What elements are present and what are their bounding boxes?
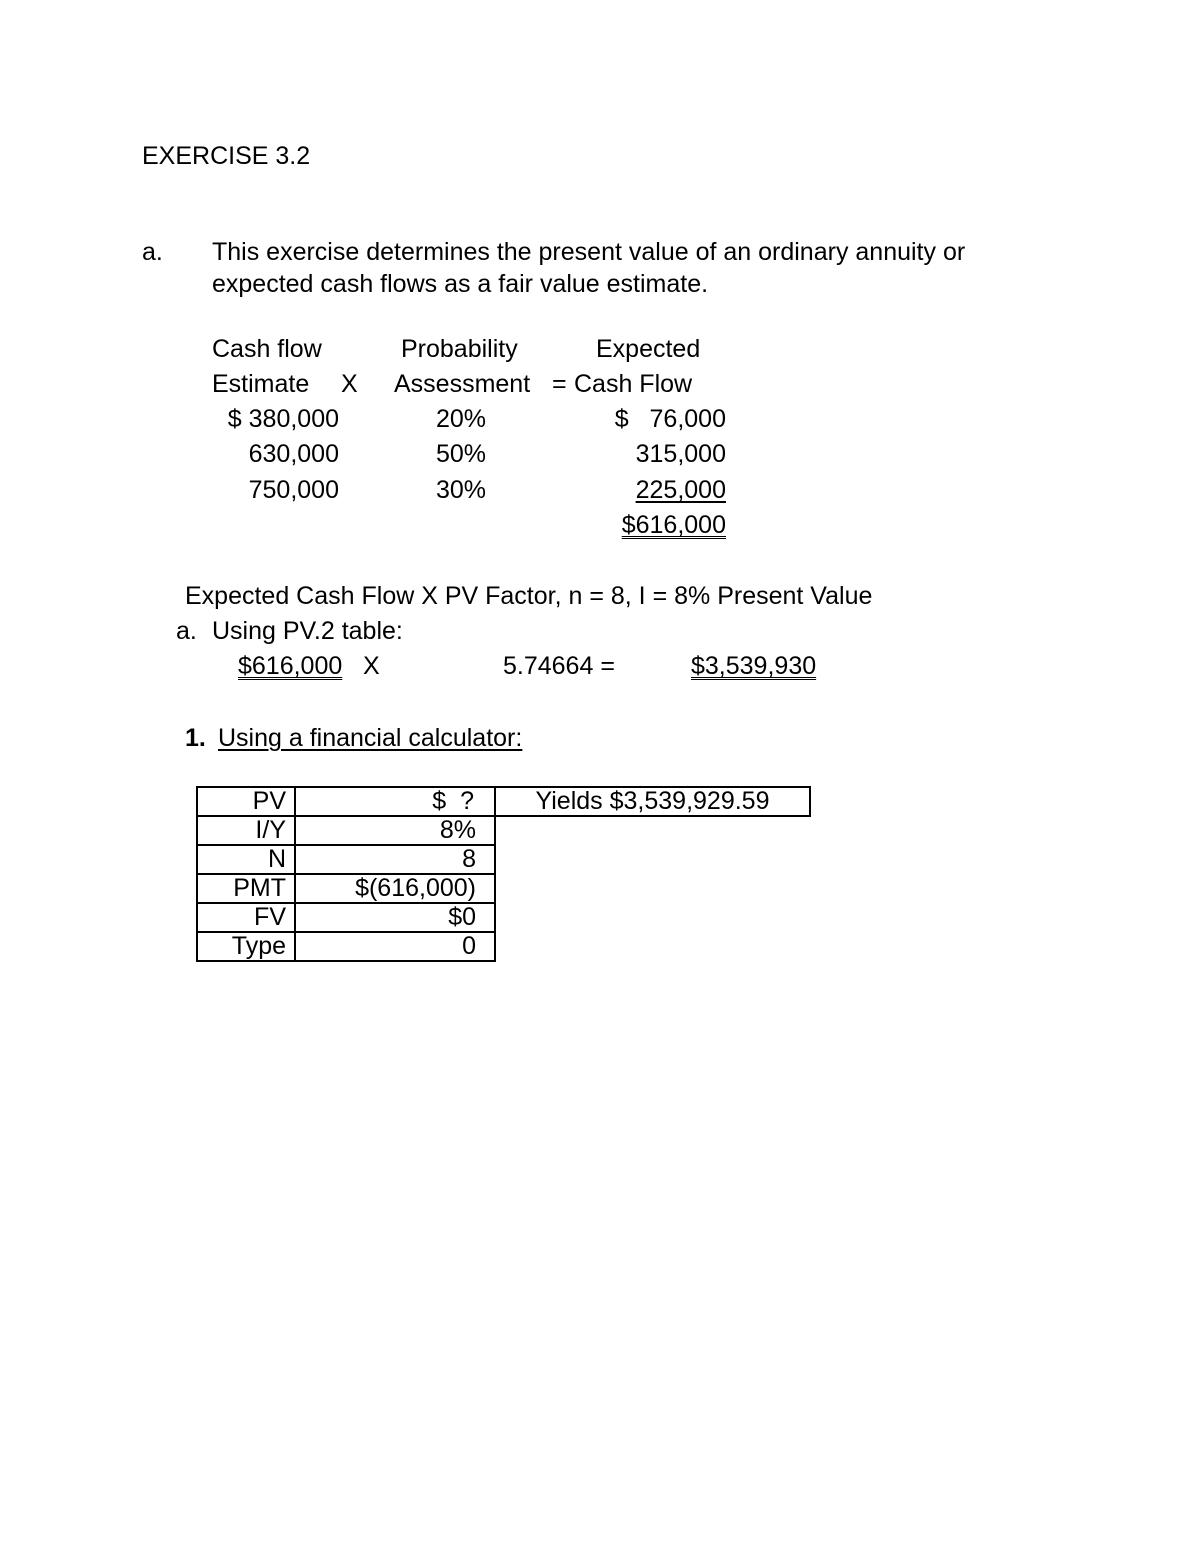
pv-using-table: Using PV.2 table: (212, 617, 403, 645)
pv-result-wrap (691, 654, 816, 679)
header-times-operator: X (341, 370, 358, 398)
header-row-2-underline (212, 372, 706, 398)
row-1-estimate: $ 380,000 (227, 405, 339, 433)
table-row (197, 932, 810, 961)
table-row (197, 845, 810, 874)
part-a-label: a. (142, 238, 163, 266)
calc-key-type: Type (197, 932, 295, 961)
header-cash-flow: Cash flow (212, 335, 322, 363)
row-3-probability: 30% (435, 476, 487, 504)
calc-value-fv: $0 (295, 903, 495, 932)
calculator-table (196, 786, 811, 962)
header-estimate: Estimate (212, 370, 310, 398)
calc-key-iy: I/Y (197, 816, 295, 845)
calc-empty-cell (495, 903, 810, 932)
calc-value-pv: $ ? (295, 787, 495, 816)
row-2-expected: 315,000 (635, 440, 726, 468)
calc-key-fv: FV (197, 903, 295, 932)
calc-key-pv: PV (197, 787, 295, 816)
calc-number (185, 726, 206, 751)
pv-cash-flow: $616,000 (238, 652, 343, 680)
calc-yields: Yields $3,539,929.59 (495, 787, 810, 816)
calc-value-type: 0 (295, 932, 495, 961)
calc-value-n: 8 (295, 845, 495, 874)
row-3-estimate: 750,000 (248, 476, 339, 504)
header-probability: Probability (401, 335, 518, 363)
row-3-expected-value: 225,000 (635, 476, 726, 504)
part-a-line-1: This exercise determines the present value of an ordinary annuity or (212, 238, 966, 266)
row-1-expected: $ 76,000 (614, 405, 726, 433)
header-cash-flow-result: Cash Flow (574, 370, 693, 398)
row-2-probability: 50% (435, 440, 487, 468)
row-3-expected (604, 478, 726, 503)
table-row (197, 816, 810, 845)
pv-times: X (363, 652, 380, 680)
calc-number-text: 1. (185, 724, 206, 752)
pv-cash-flow-wrap (238, 654, 342, 679)
calc-heading: Using a financial calculator: (218, 724, 523, 752)
calc-key-n: N (197, 845, 295, 874)
header-expected: Expected (596, 335, 701, 363)
calc-empty-cell (495, 816, 810, 845)
total-expected-cash-flow: $616,000 (621, 511, 726, 539)
part-a-line-2: expected cash flows as a fair value estimate. (212, 270, 709, 298)
row-1-probability: 20% (435, 405, 487, 433)
calc-empty-cell (495, 932, 810, 961)
table-row (197, 787, 810, 816)
calc-value-pmt: $(616,000) (295, 874, 495, 903)
table-row (197, 903, 810, 932)
table-row (197, 874, 810, 903)
total-expected-cash-flow-wrap (596, 513, 726, 538)
calc-empty-cell (495, 874, 810, 903)
calc-key-pmt: PMT (197, 874, 295, 903)
pv-factor: 5.74664 = (503, 652, 615, 680)
calc-value-iy: 8% (295, 816, 495, 845)
page-title: EXERCISE 3.2 (142, 142, 311, 170)
pv-heading: Expected Cash Flow X PV Factor, n = 8, I = 8% Present Value (185, 582, 873, 610)
row-2-estimate: 630,000 (248, 440, 339, 468)
header-equals-operator: = (552, 370, 567, 398)
calc-empty-cell (495, 845, 810, 874)
header-assessment: Assessment (394, 370, 531, 398)
pv-label-a: a. (176, 617, 197, 645)
pv-present-value: $3,539,930 (691, 652, 817, 680)
